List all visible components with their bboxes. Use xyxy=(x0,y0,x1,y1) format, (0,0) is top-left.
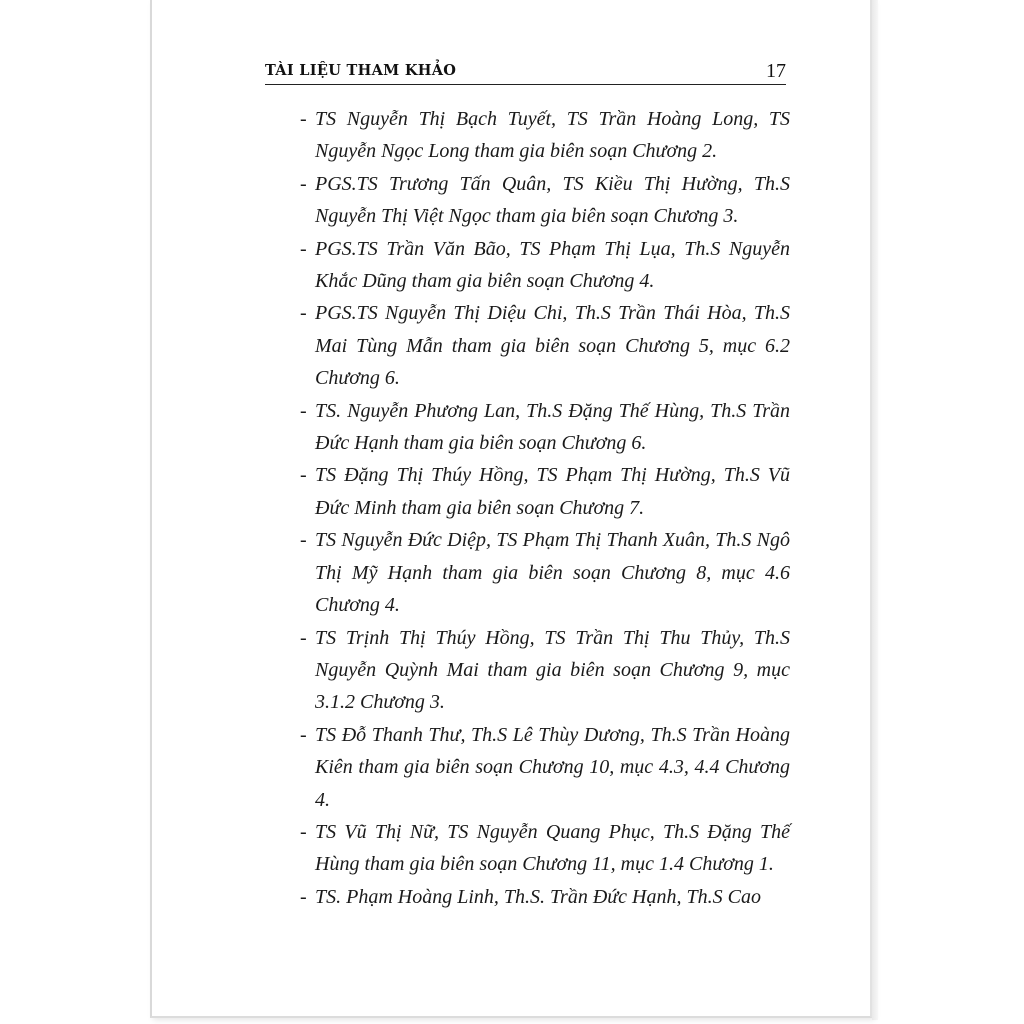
list-item-text: TS. Phạm Hoàng Linh, Th.S. Trần Đức Hạnh, Th.S Cao xyxy=(315,885,761,908)
list-item-text: PGS.TS Trần Văn Bão, TS Phạm Thị Lụa, Th.S Nguyễn Khắc Dũng tham gia biên soạn Chương 4. xyxy=(315,237,790,293)
list-bullet: - xyxy=(300,237,307,260)
header-divider xyxy=(265,84,786,85)
list-bullet: - xyxy=(300,885,307,908)
list-item xyxy=(270,622,790,719)
list-item-text: PGS.TS Trương Tấn Quân, TS Kiều Thị Hường, Th.S Nguyễn Thị Việt Ngọc tham gia biên soạn Chương 3. xyxy=(315,172,790,228)
running-header-title: TÀI LIỆU THAM KHẢO xyxy=(265,62,457,79)
list-item-text: TS Đặng Thị Thúy Hồng, TS Phạm Thị Hường, Th.S Vũ Đức Minh tham gia biên soạn Chương 7. xyxy=(315,464,790,519)
list-bullet: - xyxy=(300,172,307,195)
list-item-text: TS Vũ Thị Nữ, TS Nguyễn Quang Phục, Th.S Đặng Thế Hùng tham gia biên soạn Chương 11, mục 1.4 Chương 1. xyxy=(315,820,790,876)
list-item-text: TS. Nguyễn Phương Lan, Th.S Đặng Thế Hùng, Th.S Trần Đức Hạnh tham gia biên soạn Chương 6. xyxy=(315,399,790,455)
list-item xyxy=(270,816,790,881)
list-item xyxy=(270,459,790,524)
list-bullet: - xyxy=(300,108,307,130)
page-edge-shadow xyxy=(872,0,878,1020)
list-bullet: - xyxy=(300,399,307,422)
list-item-text: TS Nguyễn Đức Diệp, TS Phạm Thị Thanh Xuân, Th.S Ngô Thị Mỹ Hạnh tham gia biên soạn Chương 8, mục 4.6 Chương 4. xyxy=(315,529,790,617)
list-item xyxy=(270,395,790,460)
list-bullet: - xyxy=(300,723,307,746)
contributor-list xyxy=(270,103,790,913)
list-item xyxy=(270,103,790,168)
list-item-text: PGS.TS Nguyễn Thị Diệu Chi, Th.S Trần Thái Hòa, Th.S Mai Tùng Mẫn tham gia biên soạn Chương 5, mục 6.2 Chương 6. xyxy=(315,302,790,390)
list-item-text: TS Trịnh Thị Thúy Hồng, TS Trần Thị Thu Thủy, Th.S Nguyễn Quỳnh Mai tham gia biên soạn Chương 9, mục 3.1.2 Chương 3. xyxy=(315,626,790,714)
list-item xyxy=(270,524,790,621)
list-bullet: - xyxy=(300,302,307,325)
list-item xyxy=(270,233,790,298)
list-bullet: - xyxy=(300,820,307,843)
list-item xyxy=(270,297,790,394)
list-bullet: - xyxy=(300,626,307,649)
list-bullet: - xyxy=(300,464,307,487)
list-item xyxy=(270,881,790,913)
list-item-text: TS Nguyễn Thị Bạch Tuyết, TS Trần Hoàng Long, TS Nguyễn Ngọc Long tham gia biên soạn Chương 2. xyxy=(315,108,790,163)
list-item-text: TS Đỗ Thanh Thư, Th.S Lê Thùy Dương, Th.S Trần Hoàng Kiên tham gia biên soạn Chương 10, mục 4.3, 4.4 Chương 4. xyxy=(315,723,790,811)
list-item xyxy=(270,719,790,816)
list-item xyxy=(270,168,790,233)
page-number: 17 xyxy=(766,60,786,82)
list-bullet: - xyxy=(300,529,307,552)
